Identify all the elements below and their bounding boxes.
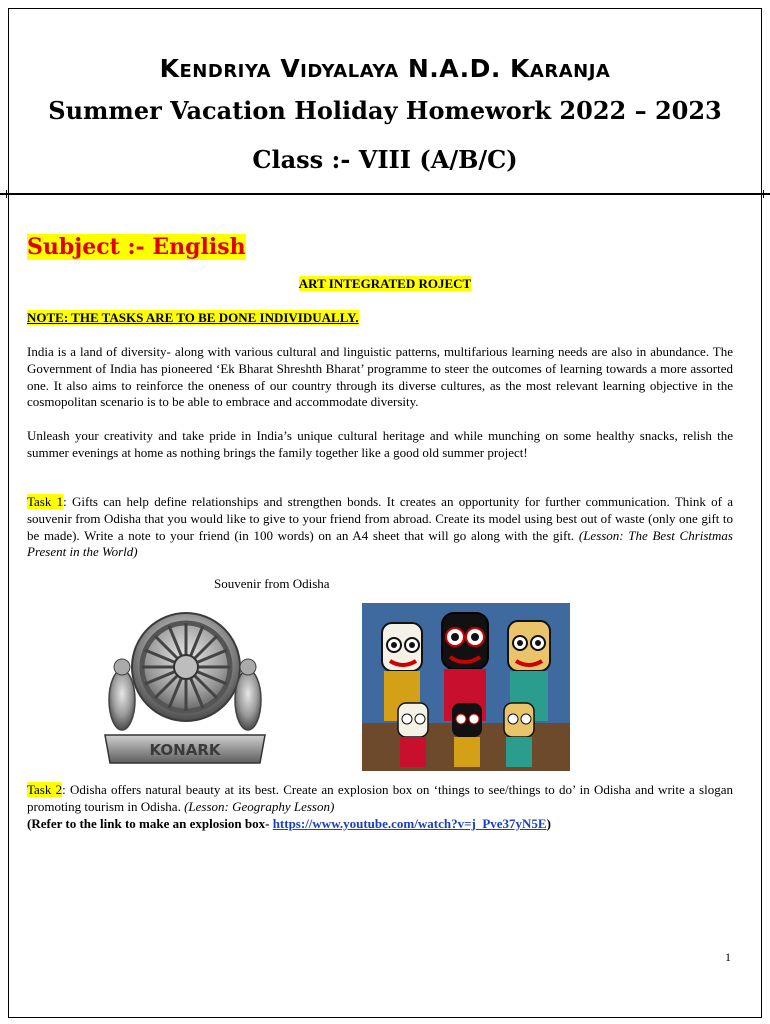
task-2-label: Task 2 xyxy=(27,782,63,797)
task-1-text: : Gifts can help define relationships and strengthen bonds. It creates an opportunity for further communication. Think of a souvenir from Odisha that you would like to give to your friend from abroad. Create its model using best out of waste (only one gift to be made). Write a note to your friend (in 100 words) on an A4 sheet that will go along with the gift. xyxy=(27,494,733,543)
souvenir-caption: Souvenir from Odisha xyxy=(214,576,330,591)
homework-title: Summer Vacation Holiday Homework 2022 – 2023 xyxy=(48,96,722,125)
header-divider xyxy=(0,193,770,195)
document-header xyxy=(8,8,762,195)
subject-heading: Subject :- English xyxy=(27,234,246,260)
task-2-text: : Odisha offers natural beauty at its best. Create an explosion box on ‘things to see/things to do’ in Odisha and write a slogan promoting tourism in Odisha. xyxy=(27,782,733,814)
jagannath-figurines-image xyxy=(362,603,570,771)
task-1-lesson: (Lesson: The Best Christmas Present in the World) xyxy=(27,527,733,560)
divider-tick-left xyxy=(0,190,7,198)
intro-paragraph-2: Unleash your creativity and take pride in India’s unique cultural heritage and while munching on some healthy snacks, relish the summer evenings at home as nothing brings the family together like a good old summer project! xyxy=(27,428,733,460)
task-1-label: Task 1 xyxy=(27,494,64,509)
note-text: NOTE: THE TASKS ARE TO BE DONE INDIVIDUALLY. xyxy=(27,310,359,325)
konark-label: KONARK xyxy=(149,741,221,759)
class-title: Class :- VIII (A/B/C) xyxy=(252,145,518,174)
page-number: 1 xyxy=(725,950,731,964)
task-2 xyxy=(27,782,733,816)
explosion-box-link[interactable]: https://www.youtube.com/watch?v=j_Pve37yN5E xyxy=(272,816,547,831)
school-name: Kendriya Vidyalaya N.A.D. Karanja xyxy=(159,54,611,83)
task-2-lesson: (Lesson: Geography Lesson) xyxy=(184,798,335,814)
project-title: ART INTEGRATED ROJECT xyxy=(298,276,472,291)
task-2-reference: (Refer to the link to make an explosion box- https://www.youtube.com/watch?v=j_Pve37yN5E) xyxy=(27,816,551,831)
divider-tick-right xyxy=(763,190,770,198)
task-1 xyxy=(27,494,733,561)
intro-paragraph-1: India is a land of diversity- along with various cultural and linguistic patterns, multifarious learning needs are also in abundance. The Government of India has pioneered ‘Ek Bharat Shreshth Bharat’ programme to steer the outcomes of learning towards a more assorted one. It also aims to reinforce the oneness of our country through its diverse cultures, as the most relevant learning objective in the cosmopolitan scenario is to be able to embrace and accommodate diversity. xyxy=(27,344,733,410)
konark-wheel-image xyxy=(100,605,270,765)
